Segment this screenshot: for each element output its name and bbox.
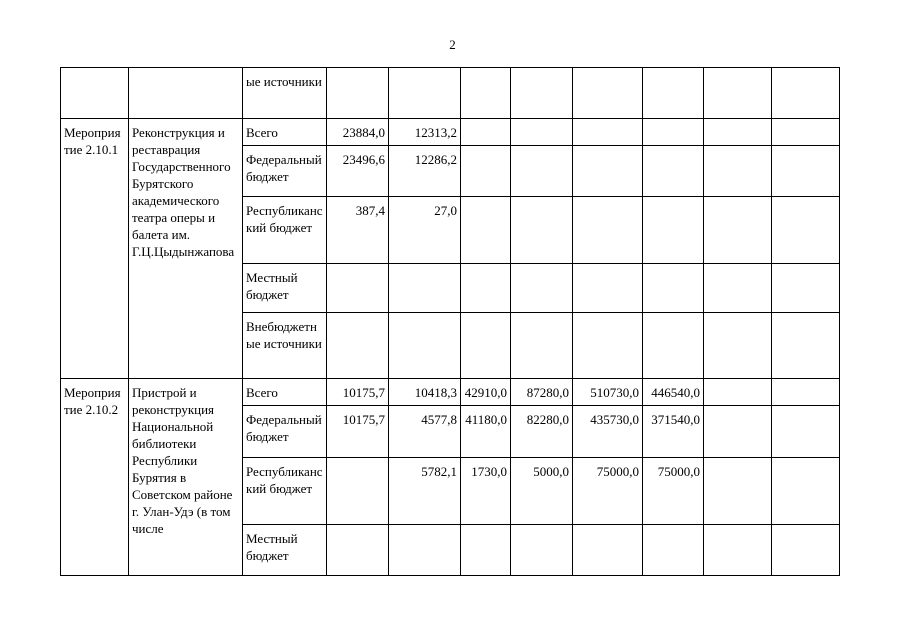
amount-cell: [389, 68, 461, 119]
amount-cell: 12286,2: [389, 146, 461, 197]
amount-cell: 5782,1: [389, 458, 461, 525]
amount-cell: 371540,0: [643, 406, 704, 458]
amount-cell: [704, 68, 772, 119]
amount-cell: [511, 313, 573, 379]
amount-cell: [704, 119, 772, 146]
amount-cell: [704, 197, 772, 264]
amount-cell: [327, 313, 389, 379]
funding-source-cell: Местный бюджет: [243, 525, 327, 576]
event-code-cell: Мероприятие 2.10.2: [61, 379, 129, 576]
amount-cell: [327, 264, 389, 313]
funding-source-cell: Федеральный бюджет: [243, 146, 327, 197]
amount-cell: [511, 146, 573, 197]
amount-cell: 446540,0: [643, 379, 704, 406]
amount-cell: [511, 68, 573, 119]
amount-cell: 10418,3: [389, 379, 461, 406]
amount-cell: [772, 68, 840, 119]
amount-cell: [327, 458, 389, 525]
amount-cell: [573, 525, 643, 576]
amount-cell: [772, 458, 840, 525]
amount-cell: [704, 264, 772, 313]
amount-cell: [772, 197, 840, 264]
amount-cell: [389, 313, 461, 379]
amount-cell: 23884,0: [327, 119, 389, 146]
amount-cell: 1730,0: [461, 458, 511, 525]
funding-source-cell: Местный бюджет: [243, 264, 327, 313]
page-number: 2: [449, 37, 456, 52]
amount-cell: 387,4: [327, 197, 389, 264]
event-code-cell: [61, 68, 129, 119]
amount-cell: 27,0: [389, 197, 461, 264]
amount-cell: [704, 406, 772, 458]
amount-cell: 75000,0: [643, 458, 704, 525]
amount-cell: [643, 68, 704, 119]
amount-cell: [573, 146, 643, 197]
amount-cell: [573, 264, 643, 313]
amount-cell: [461, 525, 511, 576]
funding-source-cell: Всего: [243, 379, 327, 406]
amount-cell: 23496,6: [327, 146, 389, 197]
amount-cell: 5000,0: [511, 458, 573, 525]
amount-cell: [573, 197, 643, 264]
amount-cell: [772, 525, 840, 576]
amount-cell: [461, 313, 511, 379]
funding-source-cell: Республиканский бюджет: [243, 197, 327, 264]
amount-cell: [643, 525, 704, 576]
table-row: [61, 68, 840, 119]
amount-cell: 42910,0: [461, 379, 511, 406]
amount-cell: [573, 68, 643, 119]
amount-cell: [461, 68, 511, 119]
table-row: [61, 119, 840, 146]
amount-cell: 10175,7: [327, 406, 389, 458]
amount-cell: 87280,0: [511, 379, 573, 406]
amount-cell: [511, 119, 573, 146]
amount-cell: [772, 119, 840, 146]
amount-cell: [643, 313, 704, 379]
event-code-cell: Мероприятие 2.10.1: [61, 119, 129, 379]
amount-cell: 41180,0: [461, 406, 511, 458]
funding-source-cell: Республиканский бюджет: [243, 458, 327, 525]
amount-cell: [461, 264, 511, 313]
funding-source-cell: Федеральный бюджет: [243, 406, 327, 458]
amount-cell: [704, 525, 772, 576]
amount-cell: [573, 119, 643, 146]
amount-cell: [389, 525, 461, 576]
amount-cell: 510730,0: [573, 379, 643, 406]
amount-cell: [461, 146, 511, 197]
event-description-cell: Реконструкция и реставрация Государственного Бурятского академического театра оперы и балета им. Г.Ц.Цыдынжапова: [129, 119, 243, 379]
event-description-cell: [129, 68, 243, 119]
amount-cell: [389, 264, 461, 313]
amount-cell: [511, 525, 573, 576]
amount-cell: [511, 264, 573, 313]
amount-cell: [772, 264, 840, 313]
amount-cell: [772, 379, 840, 406]
event-description-cell: Пристрой и реконструкция Национальной библиотеки Республики Бурятия в Советском районе г. Улан-Удэ (в том числе: [129, 379, 243, 576]
amount-cell: [704, 458, 772, 525]
amount-cell: [461, 119, 511, 146]
amount-cell: 82280,0: [511, 406, 573, 458]
amount-cell: [772, 313, 840, 379]
table-row: [61, 379, 840, 406]
amount-cell: 4577,8: [389, 406, 461, 458]
amount-cell: 10175,7: [327, 379, 389, 406]
amount-cell: [772, 146, 840, 197]
amount-cell: [772, 406, 840, 458]
amount-cell: 75000,0: [573, 458, 643, 525]
amount-cell: [643, 197, 704, 264]
amount-cell: 12313,2: [389, 119, 461, 146]
amount-cell: [573, 313, 643, 379]
amount-cell: [643, 264, 704, 313]
amount-cell: [327, 525, 389, 576]
amount-cell: [511, 197, 573, 264]
amount-cell: [643, 119, 704, 146]
funding-source-cell: Внебюджетные источники: [243, 313, 327, 379]
funding-source-cell: ые источники: [243, 68, 327, 119]
amount-cell: [461, 197, 511, 264]
funding-source-cell: Всего: [243, 119, 327, 146]
amount-cell: [643, 146, 704, 197]
amount-cell: [704, 313, 772, 379]
amount-cell: [327, 68, 389, 119]
amount-cell: [704, 146, 772, 197]
amount-cell: 435730,0: [573, 406, 643, 458]
amount-cell: [704, 379, 772, 406]
budget-table: [60, 67, 840, 576]
